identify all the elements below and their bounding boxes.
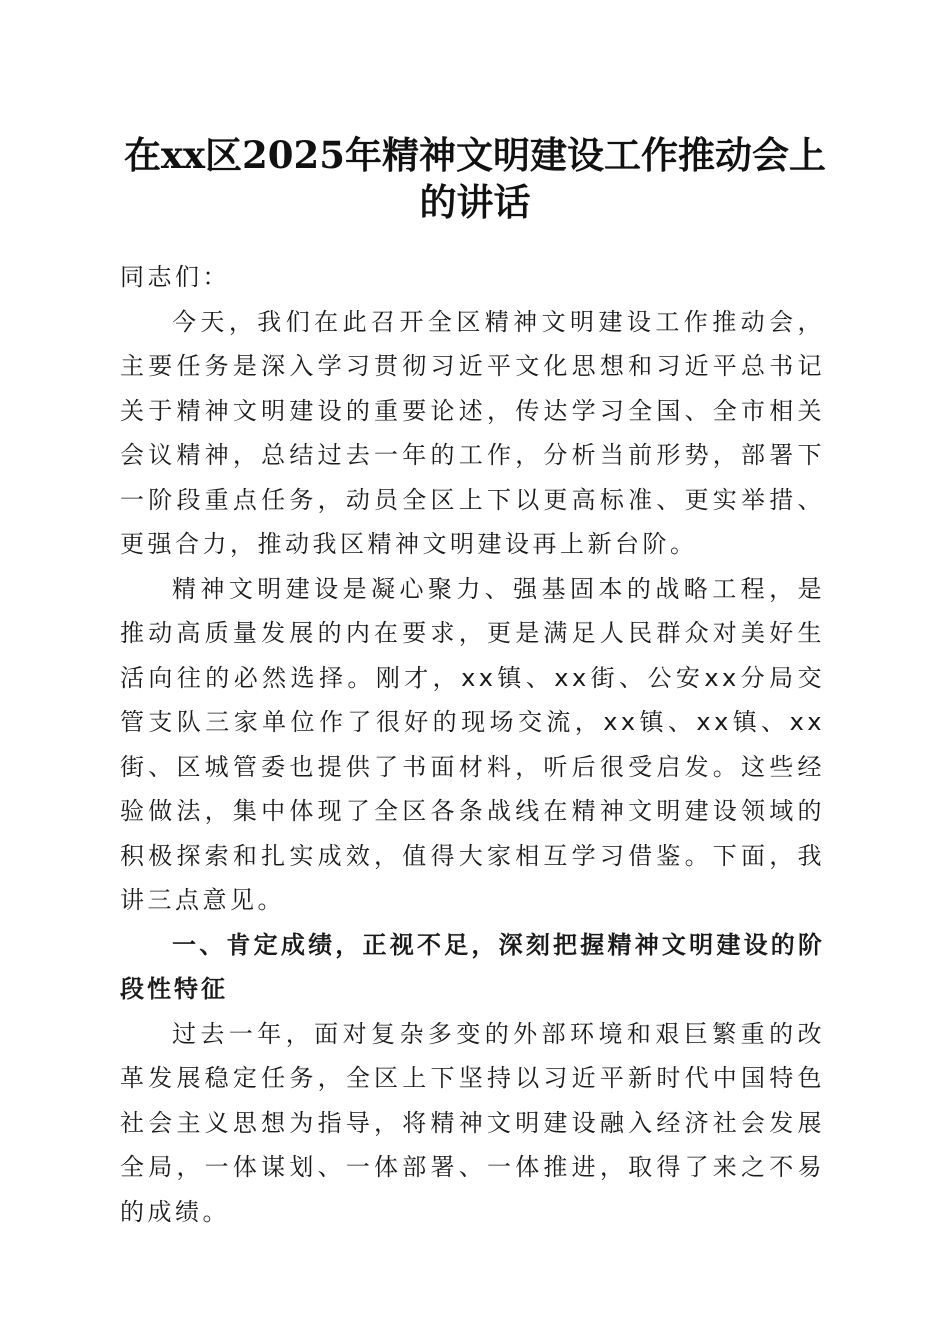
document-title: 在xx区2025年精神文明建设工作推动会上的讲话 [123,133,827,224]
salutation: 同志们： [120,263,230,291]
paragraph-opening: 今天，我们在此召开全区精神文明建设工作推动会，主要任务是深入学习贯彻习近平文化思想和习近平总书记关于精神文明建设的重要论述，传达学习全国、全市相关会议精神，总结过去一年的工作，分析当前形势，部署下一阶段重点任务，动员全区上下以更高标准、更实举措、更强合力，推动我区精神文明建设再上新台阶。 [120,307,825,558]
section-heading: 一、肯定成绩，正视不足，深刻把握精神文明建设的阶段性特征 [120,930,825,1003]
paragraph-section-one: 过去一年，面对复杂多变的外部环境和艰巨繁重的改革发展稳定任务，全区上下坚持以习近平新时代中国特色社会主义思想为指导，将精神文明建设融入经济社会发展全局，一体谋划、一体部署、一体推进，取得了来之不易的成绩。 [120,1019,825,1226]
document-body [120,255,825,1234]
paragraph-context: 精神文明建设是凝心聚力、强基固本的战略工程，是推动高质量发展的内在要求，更是满足人民群众对美好生活向往的必然选择。刚才，xx镇、xx街、公安xx分局交管支队三家单位作了很好的现场交流，xx镇、xx镇、xx街、区城管委也提供了书面材料，听后很受启发。这些经验做法，集中体现了全区各条战线在精神文明建设领域的积极探索和扎实成效，值得大家相互学习借鉴。下面，我讲三点意见。 [120,574,825,914]
